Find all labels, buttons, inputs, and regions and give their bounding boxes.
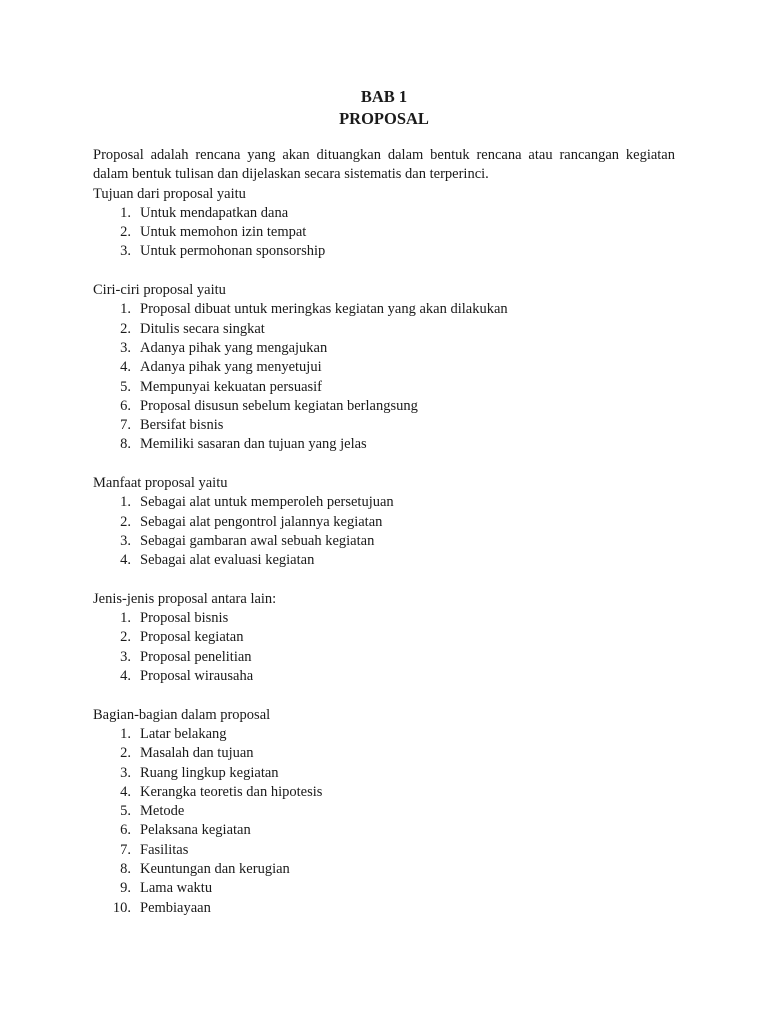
list-item-text: Untuk memohon izin tempat	[140, 224, 307, 241]
list-item-text: Proposal kegiatan	[140, 629, 244, 646]
list-item-number: 2.	[120, 745, 131, 762]
section-label: Bagian-bagian dalam proposal	[93, 706, 271, 723]
list-item	[93, 609, 675, 628]
list-item-number: 3.	[120, 339, 131, 356]
list-item	[93, 532, 675, 551]
list-item-text: Memiliki sasaran dan tujuan yang jelas	[140, 436, 367, 453]
list-item	[93, 725, 675, 744]
list-item-text: Pembiayaan	[140, 899, 211, 916]
section-spacer	[93, 262, 675, 281]
list-item-text: Pelaksana kegiatan	[140, 822, 251, 839]
sections-container	[93, 185, 675, 918]
list-item-number: 8.	[120, 860, 131, 877]
section	[93, 571, 675, 687]
list-item-number: 7.	[120, 417, 131, 434]
section-label: Ciri-ciri proposal yaitu	[93, 282, 226, 299]
list-item-text: Sebagai alat evaluasi kegiatan	[140, 552, 315, 569]
numbered-list	[93, 204, 675, 262]
list-item-number: 3.	[120, 648, 131, 665]
list-item-text: Latar belakang	[140, 725, 227, 742]
list-item-number: 7.	[120, 841, 131, 858]
list-item	[93, 899, 675, 918]
document-header	[93, 86, 675, 130]
list-item	[93, 802, 675, 821]
list-item	[93, 378, 675, 397]
list-item-number: 2.	[120, 224, 131, 241]
list-item-text: Mempunyai kekuatan persuasif	[140, 378, 323, 395]
list-item	[93, 628, 675, 647]
list-item-text: Keuntungan dan kerugian	[140, 860, 290, 877]
section-spacer	[93, 455, 675, 474]
list-item-number: 2.	[120, 320, 131, 337]
list-item	[93, 667, 675, 686]
list-item-text: Ruang lingkup kegiatan	[140, 764, 279, 781]
list-item	[93, 320, 675, 339]
list-item-number: 1.	[120, 301, 131, 318]
list-item	[93, 204, 675, 223]
section	[93, 686, 675, 918]
list-item-text: Sebagai alat untuk memperoleh persetujuan	[140, 494, 394, 511]
numbered-list	[93, 609, 675, 686]
document-title: PROPOSAL	[339, 109, 429, 128]
section	[93, 262, 675, 455]
list-item-text: Proposal disusun sebelum kegiatan berlangsung	[140, 397, 418, 414]
list-item	[93, 764, 675, 783]
list-item-text: Masalah dan tujuan	[140, 745, 254, 762]
list-item-text: Metode	[140, 803, 185, 820]
list-item-number: 3.	[120, 243, 131, 260]
list-item-number: 1.	[120, 610, 131, 627]
list-item-number: 6.	[120, 822, 131, 839]
list-item	[93, 513, 675, 532]
section-spacer	[93, 686, 675, 705]
list-item	[93, 435, 675, 454]
list-item-number: 4.	[120, 552, 131, 569]
list-item-text: Sebagai gambaran awal sebuah kegiatan	[140, 532, 375, 549]
section-label: Tujuan dari proposal yaitu	[93, 185, 246, 202]
list-item	[93, 223, 675, 242]
list-item-text: Proposal penelitian	[140, 648, 252, 665]
list-item-text: Adanya pihak yang menyetujui	[140, 359, 322, 376]
list-item-text: Lama waktu	[140, 880, 213, 897]
list-item-number: 8.	[120, 436, 131, 453]
list-item	[93, 551, 675, 570]
list-item	[93, 300, 675, 319]
list-item	[93, 841, 675, 860]
list-item-text: Kerangka teoretis dan hipotesis	[140, 783, 323, 800]
section-label: Jenis-jenis proposal antara lain:	[93, 590, 277, 607]
list-item-number: 6.	[120, 397, 131, 414]
section-label: Manfaat proposal yaitu	[93, 475, 228, 492]
section	[93, 455, 675, 571]
list-item-number: 2.	[120, 513, 131, 530]
list-item-text: Bersifat bisnis	[140, 417, 224, 434]
numbered-list	[93, 300, 675, 454]
list-item	[93, 493, 675, 512]
list-item	[93, 397, 675, 416]
chapter-heading: BAB 1	[360, 87, 408, 106]
list-item	[93, 879, 675, 898]
list-item-number: 9.	[120, 880, 131, 897]
list-item	[93, 860, 675, 879]
section-spacer	[93, 571, 675, 590]
list-item-number: 10.	[112, 899, 131, 916]
list-item-text: Fasilitas	[140, 841, 189, 858]
document-page	[93, 86, 675, 918]
list-item	[93, 744, 675, 763]
section	[93, 185, 675, 262]
list-item	[93, 242, 675, 261]
list-item-number: 4.	[120, 783, 131, 800]
list-item-text: Proposal dibuat untuk meringkas kegiatan yang akan dilakukan	[140, 301, 508, 318]
list-item-number: 5.	[120, 378, 131, 395]
list-item	[93, 783, 675, 802]
list-item-text: Sebagai alat pengontrol jalannya kegiatan	[140, 513, 383, 530]
list-item-number: 4.	[120, 359, 131, 376]
list-item-number: 3.	[120, 532, 131, 549]
list-item	[93, 821, 675, 840]
list-item-number: 1.	[120, 494, 131, 511]
list-item	[93, 358, 675, 377]
list-item-text: Adanya pihak yang mengajukan	[140, 339, 328, 356]
list-item-text: Proposal bisnis	[140, 610, 229, 627]
list-item-text: Ditulis secara singkat	[140, 320, 265, 337]
numbered-list	[93, 493, 675, 570]
list-item	[93, 339, 675, 358]
intro-paragraph: Proposal adalah rencana yang akan dituangkan dalam bentuk rencana atau rancangan kegiatan dalam bentuk tulisan dan dijelaskan secara sistematis dan terperinci.	[93, 147, 675, 183]
list-item-number: 5.	[120, 803, 131, 820]
list-item-number: 1.	[120, 725, 131, 742]
list-item-number: 4.	[120, 668, 131, 685]
list-item-number: 1.	[120, 204, 131, 221]
list-item-number: 2.	[120, 629, 131, 646]
list-item-text: Untuk permohonan sponsorship	[140, 243, 326, 260]
list-item	[93, 648, 675, 667]
list-item-text: Proposal wirausaha	[140, 668, 254, 685]
list-item	[93, 416, 675, 435]
list-item-text: Untuk mendapatkan dana	[140, 204, 289, 221]
list-item-number: 3.	[120, 764, 131, 781]
numbered-list	[93, 725, 675, 918]
